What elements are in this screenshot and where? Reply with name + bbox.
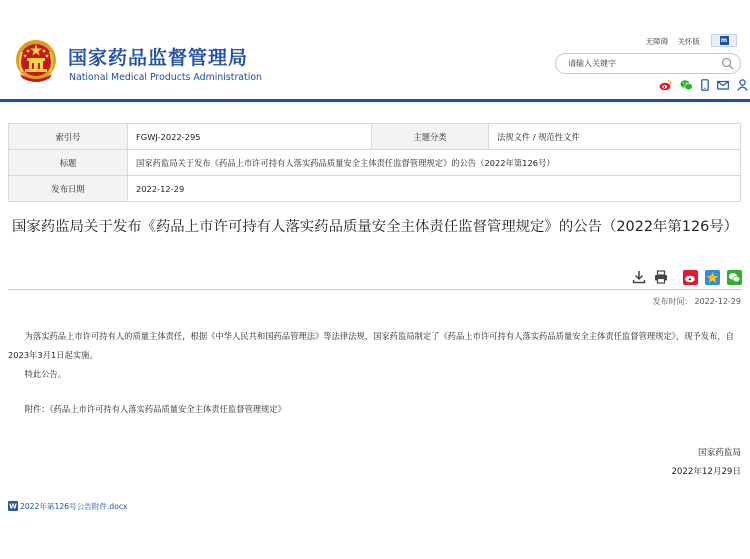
national-emblem-icon[interactable] (14, 38, 58, 84)
category-value: 法规文件 / 规范性文件 (489, 124, 741, 150)
top-links (639, 36, 700, 47)
share-wechat-icon[interactable] (727, 270, 742, 285)
mobile-version-button[interactable] (711, 34, 737, 47)
title-value: 国家药监局关于发布《药品上市许可持有人落实药品质量安全主体责任监督管理规定》的公告（2022年第126号） (128, 150, 741, 176)
search-icon[interactable] (721, 57, 734, 70)
wechat-icon[interactable] (680, 79, 693, 91)
body-paragraph: 特此公告。 (24, 369, 67, 379)
signature-date: 2022年12月29日 (671, 467, 741, 477)
article-body (8, 327, 742, 384)
article-title: 国家药监局关于发布《药品上市许可持有人落实药品质量安全主体责任监督管理规定》的公告（2022年第126号） (11, 219, 739, 235)
mail-icon[interactable] (717, 79, 729, 91)
table-row (9, 176, 741, 202)
index-value: FGWJ-2022-295 (128, 124, 372, 150)
title-divider (8, 289, 742, 290)
site-header (0, 0, 750, 102)
site-name-en[interactable]: National Medical Products Administration (69, 72, 263, 83)
publish-time-value: 2022-12-29 (694, 297, 741, 306)
table-row (9, 124, 741, 150)
mobile-phone-icon[interactable] (701, 79, 709, 91)
search-input[interactable] (568, 57, 718, 70)
download-icon[interactable] (632, 270, 646, 284)
header-divider (0, 99, 750, 102)
share-weibo-icon[interactable] (683, 270, 698, 285)
print-icon[interactable] (654, 270, 668, 284)
publish-time-label: 发布时间： (652, 297, 693, 306)
title-label: 标题 (9, 150, 128, 176)
share-qzone-icon[interactable] (705, 270, 720, 285)
weibo-icon[interactable] (659, 79, 672, 91)
social-links (659, 79, 750, 91)
svg-text:W: W (9, 502, 17, 511)
publish-time (651, 296, 742, 307)
site-name-cn[interactable]: 国家药品监督管理局 (68, 47, 249, 69)
date-label: 发布日期 (9, 176, 128, 202)
table-row (9, 150, 741, 176)
index-label: 索引号 (9, 124, 128, 150)
attachment-file-link[interactable] (8, 501, 128, 512)
body-paragraph: 为落实药品上市许可持有人的质量主体责任，根据《中华人民共和国药品管理法》等法律法规，国家药监局制定了《药品上市许可持有人落实药品质量安全主体责任监督管理规定》，现予发布，自2023年3月1日起实施。 (8, 331, 734, 360)
attachment-file-name[interactable]: 2022年第126号公告附件.docx (20, 502, 128, 511)
document-info-table (8, 123, 741, 202)
date-value: 2022-12-29 (128, 176, 741, 202)
attachment-note: 附件：《药品上市许可持有人落实药品质量安全主体责任监督管理规定》 (24, 404, 286, 414)
elder-mode-link[interactable]: 关怀版 (677, 37, 700, 46)
signature-org: 国家药监局 (698, 448, 741, 458)
search-box (555, 53, 741, 74)
article-tools (632, 270, 742, 286)
word-doc-icon (8, 501, 18, 511)
category-label: 主题分类 (372, 124, 489, 150)
user-icon[interactable] (737, 79, 748, 91)
accessibility-link[interactable]: 无障碍 (645, 37, 669, 46)
mobile-icon: m (720, 36, 728, 44)
